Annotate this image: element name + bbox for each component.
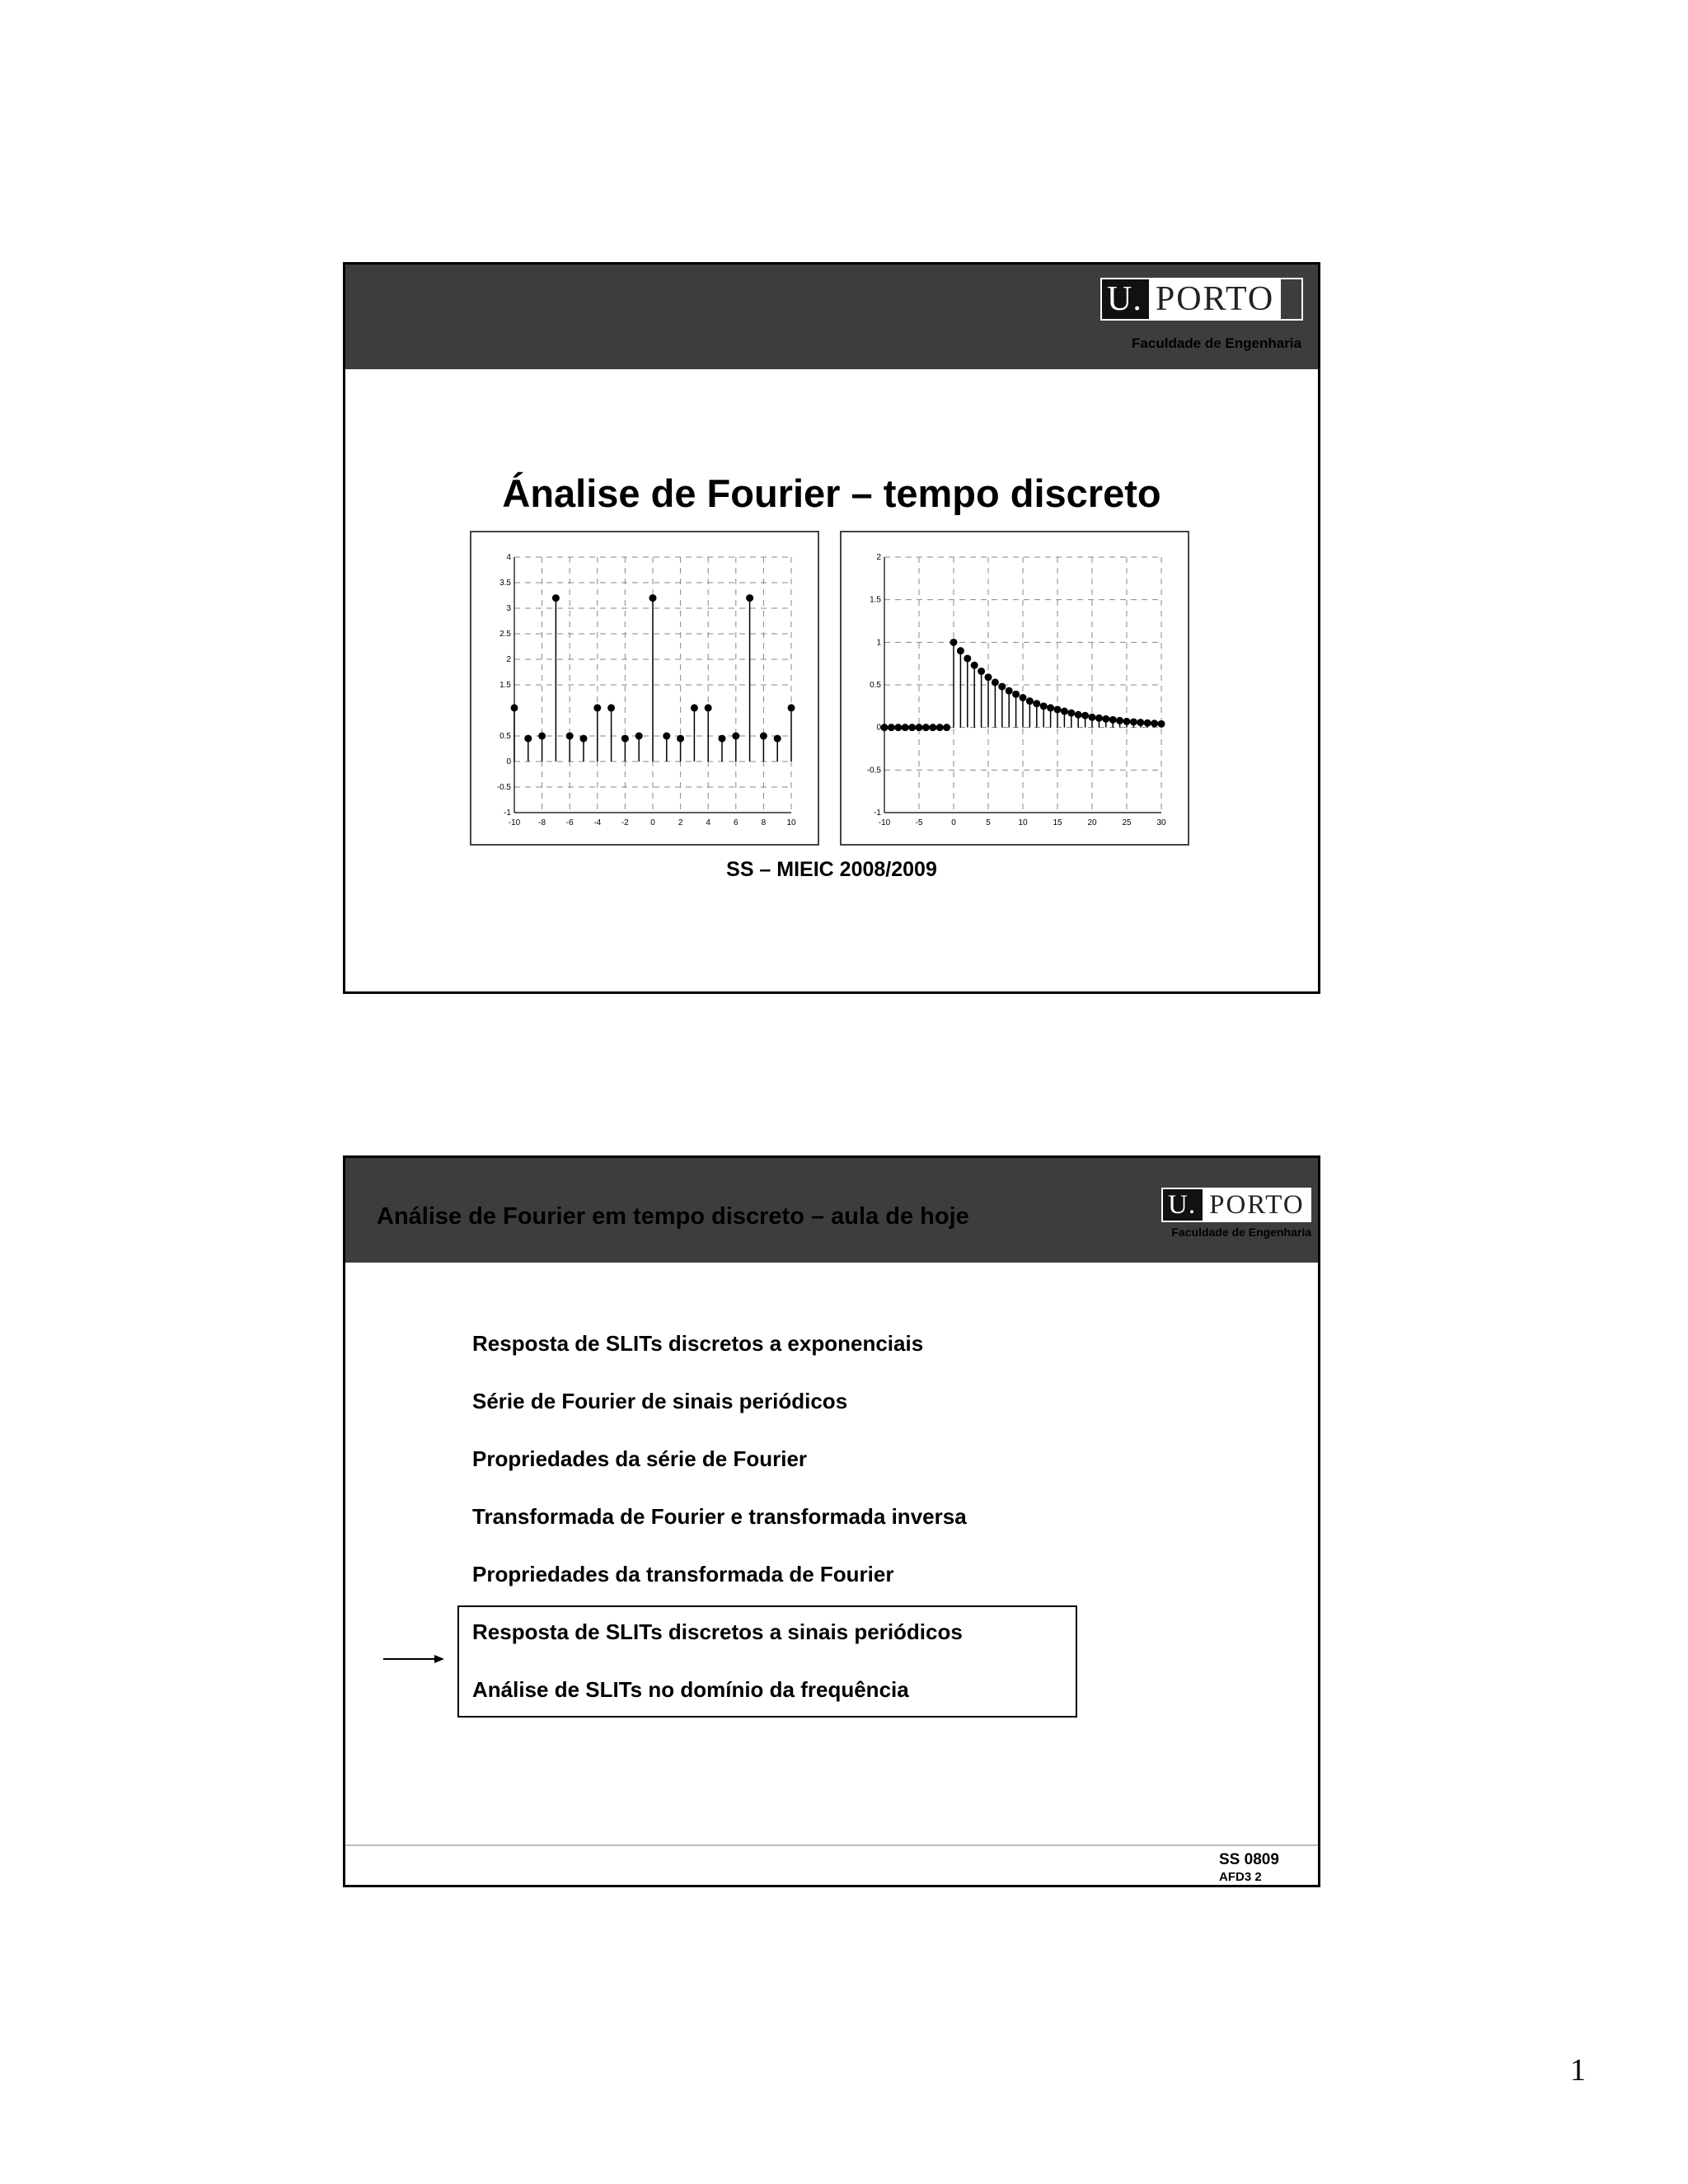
stem-marker	[936, 724, 944, 731]
logo-u: U.	[1163, 1189, 1203, 1221]
slide-1	[343, 262, 1320, 994]
exponential-stem-plot	[840, 531, 1189, 846]
x-tick-label: 5	[986, 818, 991, 827]
stem-marker	[1116, 717, 1123, 724]
x-tick-label: -5	[915, 818, 923, 827]
x-tick-label: 6	[734, 818, 738, 827]
x-tick-label: -10	[878, 818, 891, 827]
stem-marker	[957, 647, 964, 654]
stem-marker	[691, 704, 698, 711]
y-tick-label: -1	[504, 808, 511, 818]
stem-marker	[1102, 715, 1109, 723]
stem-marker	[950, 639, 958, 646]
y-tick-label: -0.5	[496, 783, 511, 792]
footer-slide-id: AFD3 2	[1219, 1870, 1262, 1884]
stem-marker	[1067, 710, 1075, 717]
stem-marker	[607, 704, 615, 711]
arrow-right-icon	[383, 1652, 444, 1666]
stem-marker	[1089, 714, 1096, 721]
agenda-item-current: Análise de SLITs no domínio da frequência	[472, 1677, 909, 1702]
stem-marker	[705, 704, 712, 711]
stem-marker	[1012, 691, 1020, 698]
x-tick-label: -8	[538, 818, 546, 827]
stem-marker	[964, 654, 971, 662]
slide-heading: Análise de Fourier em tempo discreto – aula de hoje	[377, 1203, 969, 1230]
stem-marker	[1040, 702, 1048, 710]
slide-title: Ánalise de Fourier – tempo discreto	[502, 471, 1161, 515]
logo-porto: PORTO	[1149, 279, 1281, 319]
stem-marker	[552, 594, 560, 602]
y-tick-label: -1	[874, 808, 881, 818]
y-tick-label: 3	[506, 604, 511, 613]
stem-marker	[1026, 697, 1034, 705]
x-tick-label: 25	[1122, 818, 1132, 827]
exponential-stem-plot-svg	[842, 532, 1188, 844]
stem-marker	[902, 724, 909, 731]
stem-marker	[649, 594, 657, 602]
x-tick-label: 8	[761, 818, 767, 827]
x-tick-label: -4	[593, 818, 602, 827]
stem-marker	[1151, 719, 1158, 727]
stem-marker	[943, 724, 950, 731]
stem-marker	[998, 683, 1006, 691]
stem-marker	[1047, 704, 1054, 711]
x-tick-label: 30	[1156, 818, 1166, 827]
y-tick-label: 0.5	[499, 732, 511, 741]
stem-marker	[621, 735, 629, 743]
agenda-item: Série de Fourier de sinais periódicos	[472, 1389, 848, 1413]
stem-marker	[538, 733, 546, 740]
stem-marker	[524, 735, 532, 743]
stem-marker	[1075, 711, 1082, 719]
faculdade-label: Faculdade de Engenharia	[1132, 335, 1301, 351]
y-tick-label: 0.5	[870, 681, 881, 690]
logo-u: U.	[1102, 279, 1149, 319]
footer-divider	[345, 1844, 1318, 1846]
y-tick-label: 0	[506, 757, 511, 766]
stem-marker	[580, 735, 588, 743]
x-tick-label: 15	[1053, 818, 1062, 827]
stem-marker	[908, 724, 916, 731]
logo-porto: PORTO	[1203, 1189, 1311, 1221]
stem-marker	[1054, 705, 1062, 713]
stem-marker	[881, 724, 889, 731]
stem-marker	[1095, 715, 1103, 722]
stem-marker	[746, 594, 753, 602]
stem-marker	[593, 704, 601, 711]
faculdade-label: Faculdade de Engenharia	[1171, 1226, 1311, 1239]
stem-marker	[1158, 720, 1165, 728]
page-number: 1	[1570, 2053, 1586, 2088]
x-tick-label: -10	[508, 818, 521, 827]
x-tick-label: 20	[1087, 818, 1097, 827]
stem-marker	[1006, 687, 1013, 695]
y-tick-label: 1.5	[499, 681, 511, 690]
slide-subtitle: SS – MIEIC 2008/2009	[726, 858, 937, 881]
stem-marker	[922, 724, 930, 731]
y-tick-label: 2	[506, 655, 511, 664]
stem-marker	[894, 724, 902, 731]
stem-marker	[732, 733, 739, 740]
x-tick-label: -6	[565, 818, 574, 827]
periodic-stem-plot-svg	[471, 532, 818, 844]
footer-course-code: SS 0809	[1219, 1851, 1279, 1868]
stem-marker	[663, 733, 670, 740]
u-porto-logo	[1161, 1188, 1311, 1222]
slide-2	[343, 1155, 1320, 1887]
y-tick-label: 4	[506, 553, 511, 562]
stem-marker	[1144, 719, 1151, 727]
y-tick-label: 2	[876, 553, 881, 562]
stem-marker	[1061, 708, 1068, 715]
x-tick-label: 0	[951, 818, 956, 827]
agenda-item: Propriedades da série de Fourier	[472, 1446, 808, 1471]
x-tick-label: 2	[678, 818, 683, 827]
y-tick-label: 3.5	[499, 579, 511, 588]
stem-marker	[971, 662, 978, 669]
y-tick-label: 1	[876, 638, 881, 648]
stem-marker	[1130, 718, 1137, 725]
stem-marker	[1081, 712, 1089, 719]
x-tick-label: 10	[1018, 818, 1028, 827]
x-tick-label: -2	[621, 818, 629, 827]
stem-marker	[992, 678, 999, 686]
x-tick-label: 4	[706, 818, 710, 827]
stem-marker	[978, 668, 985, 675]
stem-marker	[1020, 694, 1027, 701]
y-tick-label: 0	[876, 723, 881, 733]
y-tick-label: 2.5	[499, 630, 511, 639]
stem-marker	[774, 735, 781, 743]
stem-marker	[1123, 718, 1131, 725]
agenda-item-current: Resposta de SLITs discretos a sinais periódicos	[472, 1619, 963, 1644]
stem-marker	[929, 724, 936, 731]
x-tick-label: 0	[650, 818, 655, 827]
stem-marker	[1109, 716, 1117, 724]
agenda-item: Resposta de SLITs discretos a exponenciais	[472, 1331, 924, 1356]
stem-marker	[1137, 719, 1144, 726]
stem-marker	[888, 724, 895, 731]
y-tick-label: -0.5	[866, 766, 881, 776]
stem-marker	[985, 673, 992, 681]
stem-marker	[635, 733, 643, 740]
stem-marker	[511, 704, 518, 711]
y-tick-label: 1.5	[870, 595, 881, 605]
agenda-item: Propriedades da transformada de Fourier	[472, 1562, 894, 1586]
stem-marker	[788, 704, 795, 711]
stem-marker	[1033, 700, 1040, 707]
stem-marker	[916, 724, 923, 731]
stem-marker	[566, 733, 574, 740]
periodic-stem-plot	[470, 531, 819, 846]
stem-marker	[677, 735, 684, 743]
stem-marker	[760, 733, 767, 740]
u-porto-logo	[1100, 278, 1303, 321]
agenda-item: Transformada de Fourier e transformada inversa	[472, 1504, 967, 1529]
x-tick-label: 10	[786, 818, 796, 827]
stem-marker	[719, 735, 726, 743]
